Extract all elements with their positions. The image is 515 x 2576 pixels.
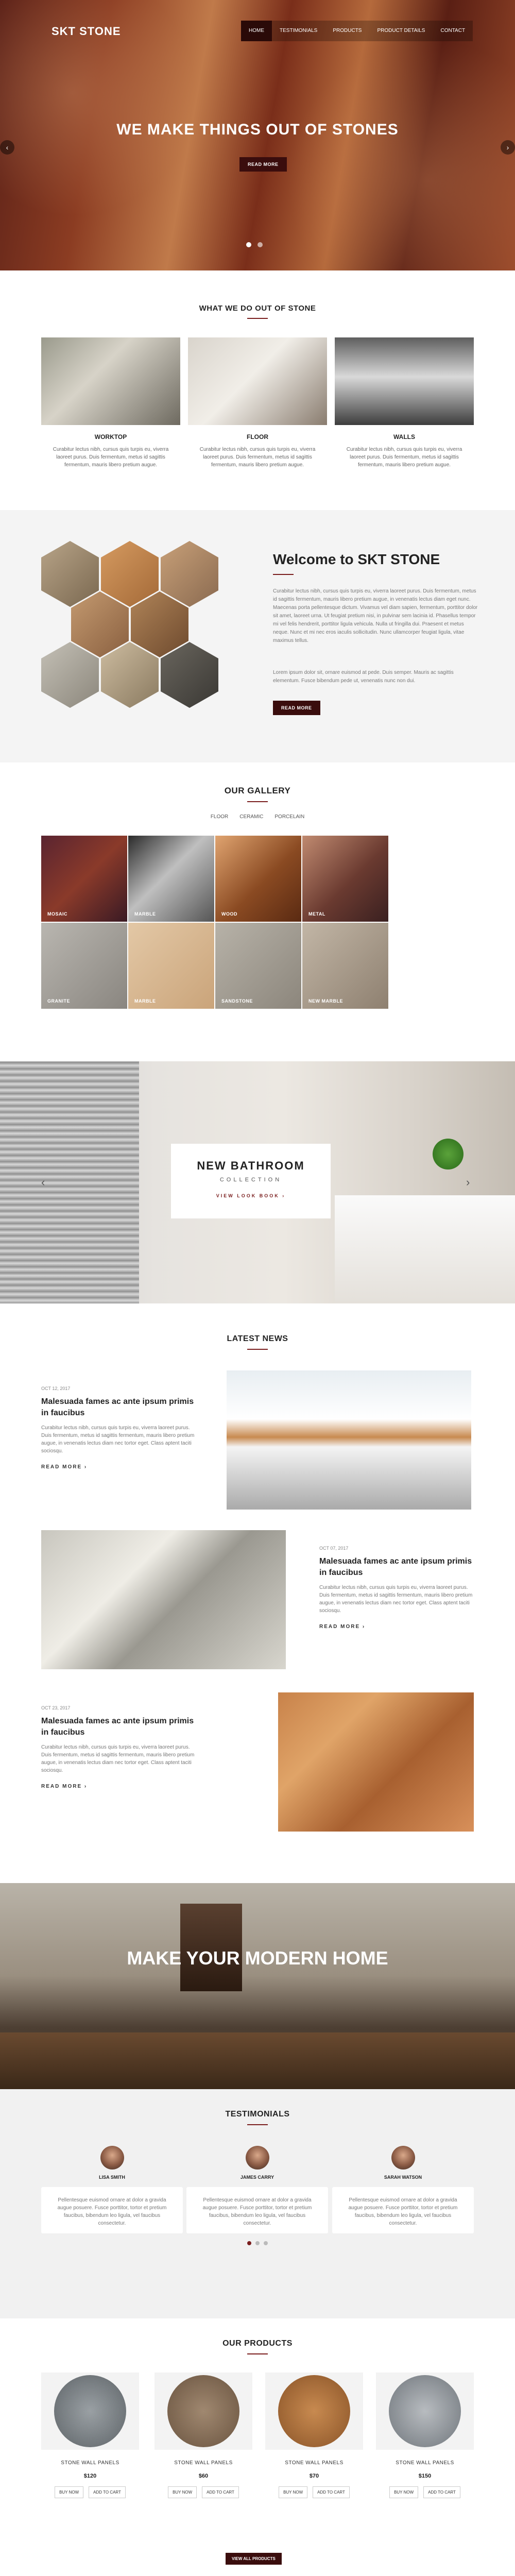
news-headline[interactable]: Malesuada fames ac ante ipsum primis in faucibus — [41, 1397, 194, 1417]
gallery-title: OUR GALLERY — [224, 786, 291, 795]
product-price: $120 — [83, 2473, 97, 2479]
service-text: Curabitur lectus nibh, cursus quis turpis eu, viverra laoreet purus. Duis fermentum, metus id sagittis fermentum, mauris libero pretium augue. — [199, 447, 316, 468]
gallery-tile-label: GRANITE — [47, 998, 70, 1004]
hero-texture — [268, 21, 515, 270]
product-image[interactable] — [265, 2372, 363, 2450]
testimonial-text: Pellentesque euismod ornare at dolor a gravida augue posuere. Fusce porttitor, tortor et pretium faucibus, bibendum leo ligula, vel faucibus consectetur. — [41, 2187, 183, 2233]
testimonial-name: SARAH WATSON — [384, 2175, 422, 2180]
main-nav — [241, 21, 473, 41]
product-name[interactable]: STONE WALL PANELS — [174, 2460, 233, 2466]
testimonial-text: Pellentesque euismod ornare at dolor a gravida augue posuere. Fusce porttitor, tortor et pretium faucibus, bibendum leo ligula, vel faucibus consectetur. — [186, 2187, 328, 2233]
service-card[interactable] — [41, 337, 180, 469]
news-excerpt: Curabitur lectus nibh, cursus quis turpis eu, viverra laoreet purus. Duis fermentum, metus id sagittis fermentum, mauris libero pretium augue, in venenatis lectus diam nec tortor eget. Class aptent taciti sociosqu. — [41, 1425, 195, 1454]
news-item — [41, 1386, 196, 1470]
products-section — [0, 2318, 515, 2576]
avatar — [246, 2146, 269, 2170]
add-to-cart-button[interactable]: ADD TO CART — [202, 2486, 239, 2498]
collection-box — [171, 1144, 331, 1218]
walls-image — [335, 337, 474, 425]
gallery-tile-label: WOOD — [221, 911, 237, 917]
testimonial-name: JAMES CARRY — [240, 2175, 274, 2180]
welcome-text: Lorem ipsum dolor sit, ornare euismod at pede. Duis semper. Mauris ac sagittis elementum. Fusce bibendum pede ut, venenatis nunc non dui. — [273, 670, 454, 684]
service-card[interactable] — [188, 337, 327, 469]
welcome-text: Curabitur lectus nibh, cursus quis turpis eu, viverra laoreet purus. Duis fermentum, metus id sagittis fermentum, mauris libero pretium augue, in venenatis lectus diam eget nunc. Maecenas porta pellentesque dictum. Vivamus vel diam sapien, fermentum, porttitor dolor sit amet, laoreet urna. Ut feugiat pretium nisi, in pulvinar sem lacinia id. Phasellus tempor mi vel felis hendrerit, porttitor ligula vehicula. Nulla ut fringilla dui. Praesent et metus neque. Nunc et mi nec eros iaculis sollicitudin. Nunc ullamcorper feugiat ligula, vitae maximus tellus. — [273, 588, 478, 643]
news-headline[interactable]: Malesuada fames ac ante ipsum primis in faucibus — [319, 1557, 472, 1577]
gallery-tile[interactable] — [215, 923, 301, 1009]
nav-testimonials[interactable]: TESTIMONIALS — [280, 28, 318, 33]
collection-subtitle: COLLECTION — [219, 1177, 282, 1183]
floor-image — [188, 337, 327, 425]
product-card — [154, 2372, 252, 2498]
product-image[interactable] — [154, 2372, 252, 2450]
gallery-tile-label: MOSAIC — [47, 911, 67, 917]
avatar — [100, 2146, 124, 2170]
hero-read-more-button[interactable]: READ MORE — [239, 157, 287, 172]
news-image[interactable] — [227, 1370, 471, 1510]
nav-contact[interactable]: CONTACT — [440, 28, 466, 33]
banner-next-arrow-icon[interactable]: › — [466, 1176, 470, 1189]
testimonials-section — [0, 2089, 515, 2318]
gallery-tile[interactable] — [302, 923, 388, 1009]
gallery-tile[interactable] — [128, 836, 214, 922]
hero-pagination — [246, 242, 263, 247]
product-card — [376, 2372, 474, 2498]
modern-home-banner — [0, 1883, 515, 2089]
radiator-image — [0, 1061, 139, 1303]
product-name[interactable]: STONE WALL PANELS — [285, 2460, 344, 2466]
filter-porcelain[interactable]: PORCELAIN — [274, 814, 305, 820]
product-photo — [167, 2375, 239, 2447]
collection-title: NEW BATHROOM — [197, 1159, 305, 1172]
product-card — [265, 2372, 363, 2498]
gallery-tile-label: MARBLE — [134, 998, 156, 1004]
service-text: Curabitur lectus nibh, cursus quis turpis eu, viverra laoreet purus. Duis fermentum, metus id sagittis fermentum, mauris libero pretium augue. — [53, 447, 169, 468]
view-all-products-button[interactable]: VIEW ALL PRODUCTS — [226, 2553, 282, 2565]
nav-products[interactable]: PRODUCTS — [333, 28, 362, 33]
news-date: OCT 23, 2017 — [41, 1705, 71, 1710]
news-excerpt: Curabitur lectus nibh, cursus quis turpis eu, viverra laoreet purus. Duis fermentum, metus id sagittis fermentum, mauris libero pretium augue, in venenatis lectus diam nec tortor eget. Class aptent taciti sociosqu. — [319, 1585, 473, 1614]
buy-now-button[interactable]: BUY NOW — [279, 2486, 307, 2498]
testimonial-card — [332, 2146, 474, 2233]
avatar — [391, 2146, 415, 2170]
services-title: WHAT WE DO OUT OF STONE — [199, 304, 316, 313]
news-item — [319, 1546, 474, 1630]
bathtub-image — [335, 1195, 515, 1303]
product-price: $150 — [418, 2473, 432, 2479]
service-text: Curabitur lectus nibh, cursus quis turpis eu, viverra laoreet purus. Duis fermentum, metus id sagittis fermentum, mauris libero pretium augue. — [346, 447, 462, 468]
hero-dot[interactable] — [246, 242, 251, 247]
banner-prev-arrow-icon[interactable]: ‹ — [41, 1176, 45, 1189]
service-label: WALLS — [393, 433, 415, 440]
buy-now-button[interactable]: BUY NOW — [168, 2486, 197, 2498]
testimonial-card — [186, 2146, 328, 2233]
nav-home[interactable]: HOME — [241, 21, 272, 41]
testimonial-dot[interactable] — [264, 2241, 268, 2245]
testimonial-pagination — [247, 2241, 268, 2245]
collection-banner — [0, 1061, 515, 1303]
gallery-tile[interactable] — [215, 836, 301, 922]
products-title: OUR PRODUCTS — [222, 2339, 293, 2348]
product-photo — [389, 2375, 461, 2447]
filter-floor[interactable]: FLOOR — [210, 814, 229, 820]
news-date: OCT 12, 2017 — [41, 1386, 71, 1391]
gallery-filters — [0, 814, 515, 820]
testimonials-title: TESTIMONIALS — [225, 2110, 290, 2119]
testimonial-dot[interactable] — [247, 2241, 251, 2245]
modern-home-title: MAKE YOUR MODERN HOME — [127, 1947, 388, 1969]
floor-image — [0, 2032, 515, 2089]
news-title: LATEST NEWS — [227, 1334, 288, 1343]
product-price: $60 — [198, 2473, 209, 2479]
add-to-cart-button[interactable]: ADD TO CART — [89, 2486, 126, 2498]
add-to-cart-button[interactable]: ADD TO CART — [313, 2486, 350, 2498]
testimonial-name: LISA SMITH — [99, 2175, 125, 2180]
gallery-tile-label: METAL — [308, 911, 325, 917]
gallery-tile[interactable] — [128, 923, 214, 1009]
news-read-more-link[interactable]: READ MORE › — [41, 1464, 88, 1470]
title-divider — [247, 318, 268, 319]
news-date: OCT 07, 2017 — [319, 1546, 349, 1551]
gallery-tile[interactable] — [302, 836, 388, 922]
gallery-section — [0, 762, 515, 1061]
welcome-title: Welcome to SKT STONE — [273, 551, 440, 567]
testimonial-dot[interactable] — [255, 2241, 260, 2245]
news-read-more-link[interactable]: READ MORE › — [41, 1784, 88, 1789]
title-divider — [247, 2124, 268, 2125]
gallery-tile[interactable] — [41, 923, 127, 1009]
gallery-tile[interactable] — [41, 836, 127, 922]
welcome-section — [0, 510, 515, 762]
add-to-cart-button[interactable]: ADD TO CART — [423, 2486, 460, 2498]
site-logo[interactable]: SKT STONE — [52, 25, 121, 38]
gallery-tile-label: SANDSTONE — [221, 998, 253, 1004]
product-price: $70 — [309, 2473, 319, 2479]
lookbook-link[interactable]: VIEW LOOK BOOK › — [216, 1193, 286, 1198]
welcome-read-more-button[interactable]: READ MORE — [273, 701, 320, 715]
product-name[interactable]: STONE WALL PANELS — [396, 2460, 454, 2466]
gallery-tile-label: NEW MARBLE — [308, 998, 343, 1004]
worktop-image — [41, 337, 180, 425]
news-section — [0, 1303, 515, 1883]
gallery-tile-label: MARBLE — [134, 911, 156, 917]
product-name[interactable]: STONE WALL PANELS — [61, 2460, 119, 2466]
news-excerpt: Curabitur lectus nibh, cursus quis turpis eu, viverra laoreet purus. Duis fermentum, metus id sagittis fermentum, mauris libero pretium augue, in venenatis lectus diam nec tortor eget. Class aptent taciti sociosqu. — [41, 1744, 195, 1773]
product-photo — [278, 2375, 350, 2447]
buy-now-button[interactable]: BUY NOW — [55, 2486, 83, 2498]
title-divider — [247, 801, 268, 802]
plant-image — [433, 1139, 464, 1170]
news-headline[interactable]: Malesuada fames ac ante ipsum primis in faucibus — [41, 1717, 194, 1737]
hero-section — [0, 0, 515, 270]
testimonial-card — [41, 2146, 183, 2233]
news-read-more-link[interactable]: READ MORE › — [319, 1624, 366, 1630]
news-image[interactable] — [41, 1530, 286, 1669]
filter-ceramic[interactable]: CERAMIC — [239, 814, 264, 820]
service-card[interactable] — [335, 337, 474, 469]
service-label: WORKTOP — [94, 433, 127, 440]
hero-dot[interactable] — [258, 242, 263, 247]
product-image[interactable] — [376, 2372, 474, 2450]
title-divider — [247, 2353, 268, 2354]
services-section — [0, 270, 515, 510]
hero-prev-arrow-icon[interactable]: ‹ — [0, 140, 14, 155]
product-card — [41, 2372, 139, 2498]
news-image[interactable] — [278, 1692, 474, 1832]
testimonial-text: Pellentesque euismod ornare at dolor a gravida augue posuere. Fusce porttitor, tortor et pretium faucibus, bibendum leo ligula, vel faucibus consectetur. — [332, 2187, 474, 2233]
title-divider — [247, 1349, 268, 1350]
hero-next-arrow-icon[interactable]: › — [501, 140, 515, 155]
service-label: FLOOR — [247, 433, 268, 440]
news-item — [41, 1705, 196, 1789]
product-photo — [54, 2375, 126, 2447]
title-divider — [273, 574, 294, 575]
hero-title: WE MAKE THINGS OUT OF STONES — [116, 121, 399, 138]
product-image[interactable] — [41, 2372, 139, 2450]
nav-product-details[interactable]: PRODUCT DETAILS — [377, 28, 425, 33]
buy-now-button[interactable]: BUY NOW — [389, 2486, 418, 2498]
